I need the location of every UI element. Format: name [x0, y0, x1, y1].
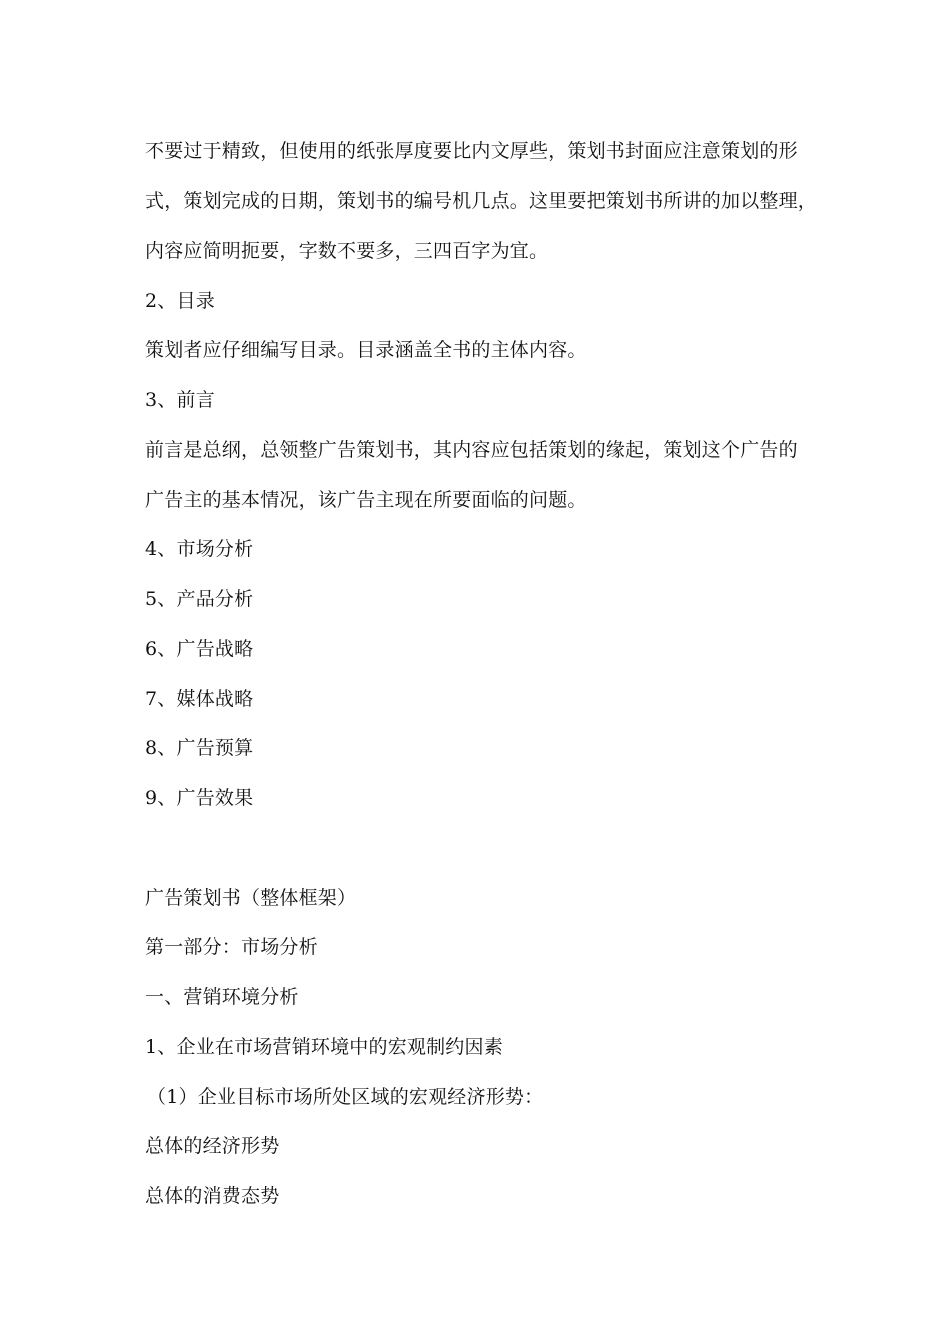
section-heading: 5、产品分析 [145, 588, 254, 610]
list-item: 总体的消费态势 [145, 1185, 280, 1207]
section-heading: 7、媒体战略 [145, 688, 254, 710]
section-heading: 2、目录 [145, 290, 215, 312]
section-heading: 8、广告预算 [145, 737, 254, 759]
chapter-heading: 一、营销环境分析 [145, 986, 299, 1008]
paragraph-line: 不要过于精致，但使用的纸张厚度要比内文厚些，策划书封面应注意策划的形 [145, 140, 798, 162]
list-item: 总体的经济形势 [145, 1135, 280, 1157]
subsection-heading: 1、企业在市场营销环境中的宏观制约因素 [145, 1036, 503, 1058]
part-heading: 第一部分：市场分析 [145, 936, 318, 958]
paragraph-line: 式，策划完成的日期，策划书的编号机几点。这里要把策划书所讲的加以整理， [145, 190, 818, 212]
section-heading: 4、市场分析 [145, 538, 254, 560]
paragraph-line: 内容应简明扼要，字数不要多，三四百字为宜。 [145, 240, 549, 262]
paragraph-line: 前言是总纲，总领整广告策划书，其内容应包括策划的缘起，策划这个广告的 [145, 439, 798, 461]
list-item: （1）企业目标市场所处区域的宏观经济形势： [147, 1086, 544, 1108]
document-title: 广告策划书（整体框架） [145, 887, 357, 909]
paragraph-line: 广告主的基本情况，该广告主现在所要面临的问题。 [145, 489, 587, 511]
section-heading: 3、前言 [145, 389, 215, 411]
section-heading: 6、广告战略 [145, 638, 254, 660]
section-heading: 9、广告效果 [145, 787, 254, 809]
paragraph-line: 策划者应仔细编写目录。目录涵盖全书的主体内容。 [145, 339, 587, 361]
